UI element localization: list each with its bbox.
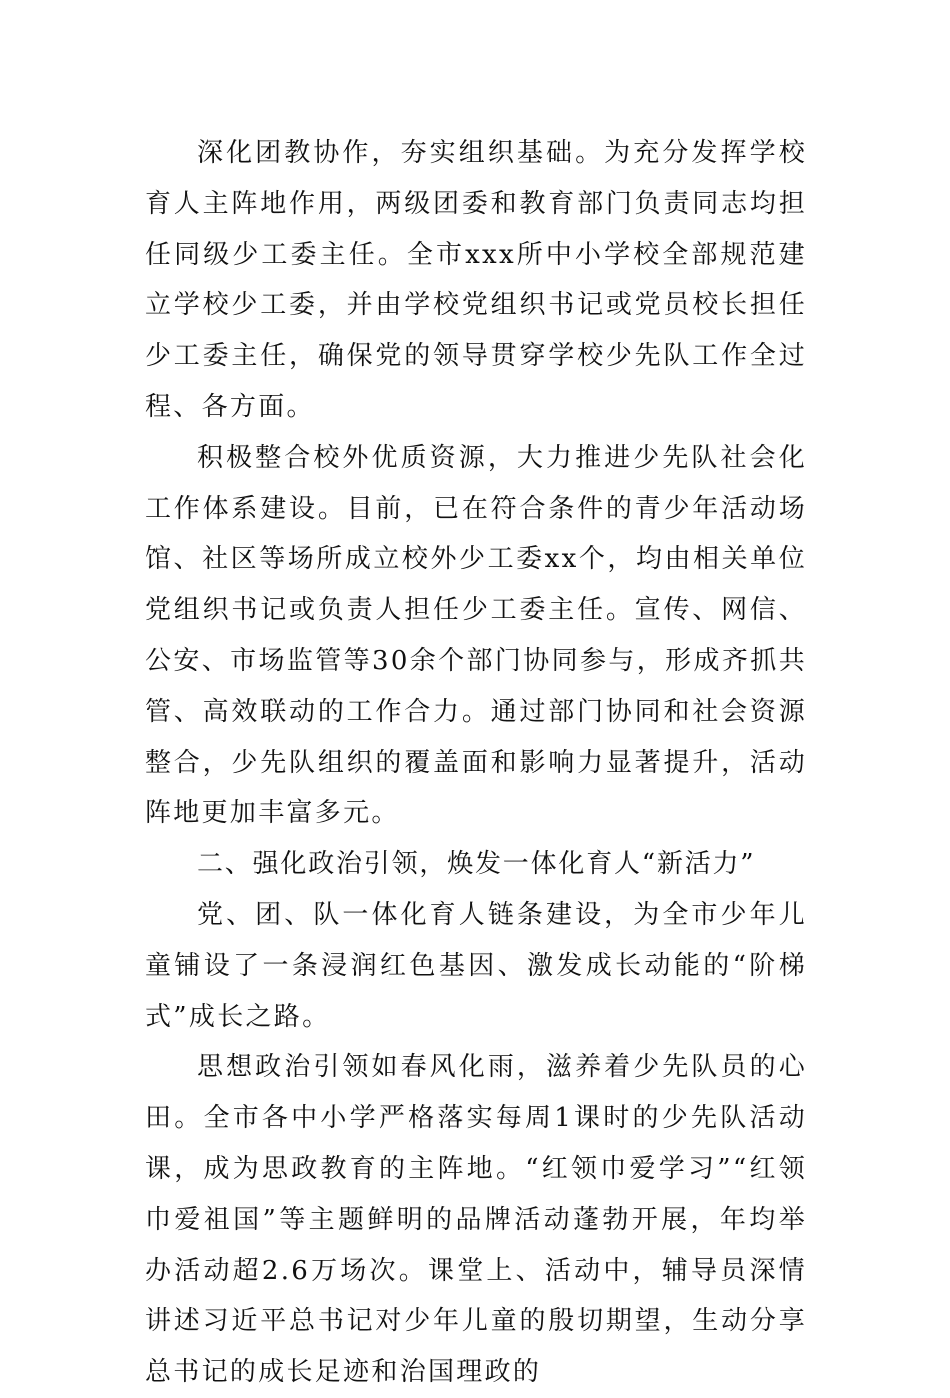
- section-heading: 二、强化政治引领，焕发一体化育人“新活力”: [197, 849, 756, 880]
- paragraph-education-chain: 党、团、队一体化育人链条建设，为全市少年儿童铺设了一条浸润红色基因、激发成长动能的“阶梯式”成长之路。: [145, 899, 807, 1032]
- document-body: [145, 128, 807, 1398]
- paragraph-organization-foundation: 深化团教协作，夯实组织基础。为充分发挥学校育人主阵地作用，两级团委和教育部门负责同志均担任同级少工委主任。全市xxx所中小学校全部规范建立学校少工委，并由学校党组织书记或党员校长担任少工委主任，确保党的领导贯穿学校少先队工作全过程、各方面。: [145, 138, 807, 422]
- paragraph-external-resources: 积极整合校外优质资源，大力推进少先队社会化工作体系建设。目前，已在符合条件的青少年活动场馆、社区等场所成立校外少工委xx个，均由相关单位党组织书记或负责人担任少工委主任。宣传、网信、公安、市场监管等30余个部门协同参与，形成齐抓共管、高效联动的工作合力。通过部门协同和社会资源整合，少先队组织的覆盖面和影响力显著提升，活动阵地更加丰富多元。: [145, 442, 807, 829]
- paragraph-political-guidance: 思想政治引领如春风化雨，滋养着少先队员的心田。全市各中小学严格落实每周1课时的少先队活动课，成为思政教育的主阵地。“红领巾爱学习”“红领巾爱祖国”等主题鲜明的品牌活动蓬勃开展，年均举办活动超2.6万场次。课堂上、活动中，辅导员深情讲述习近平总书记对少年儿童的殷切期望，生动分享总书记的成长足迹和治国理政的: [145, 1052, 807, 1388]
